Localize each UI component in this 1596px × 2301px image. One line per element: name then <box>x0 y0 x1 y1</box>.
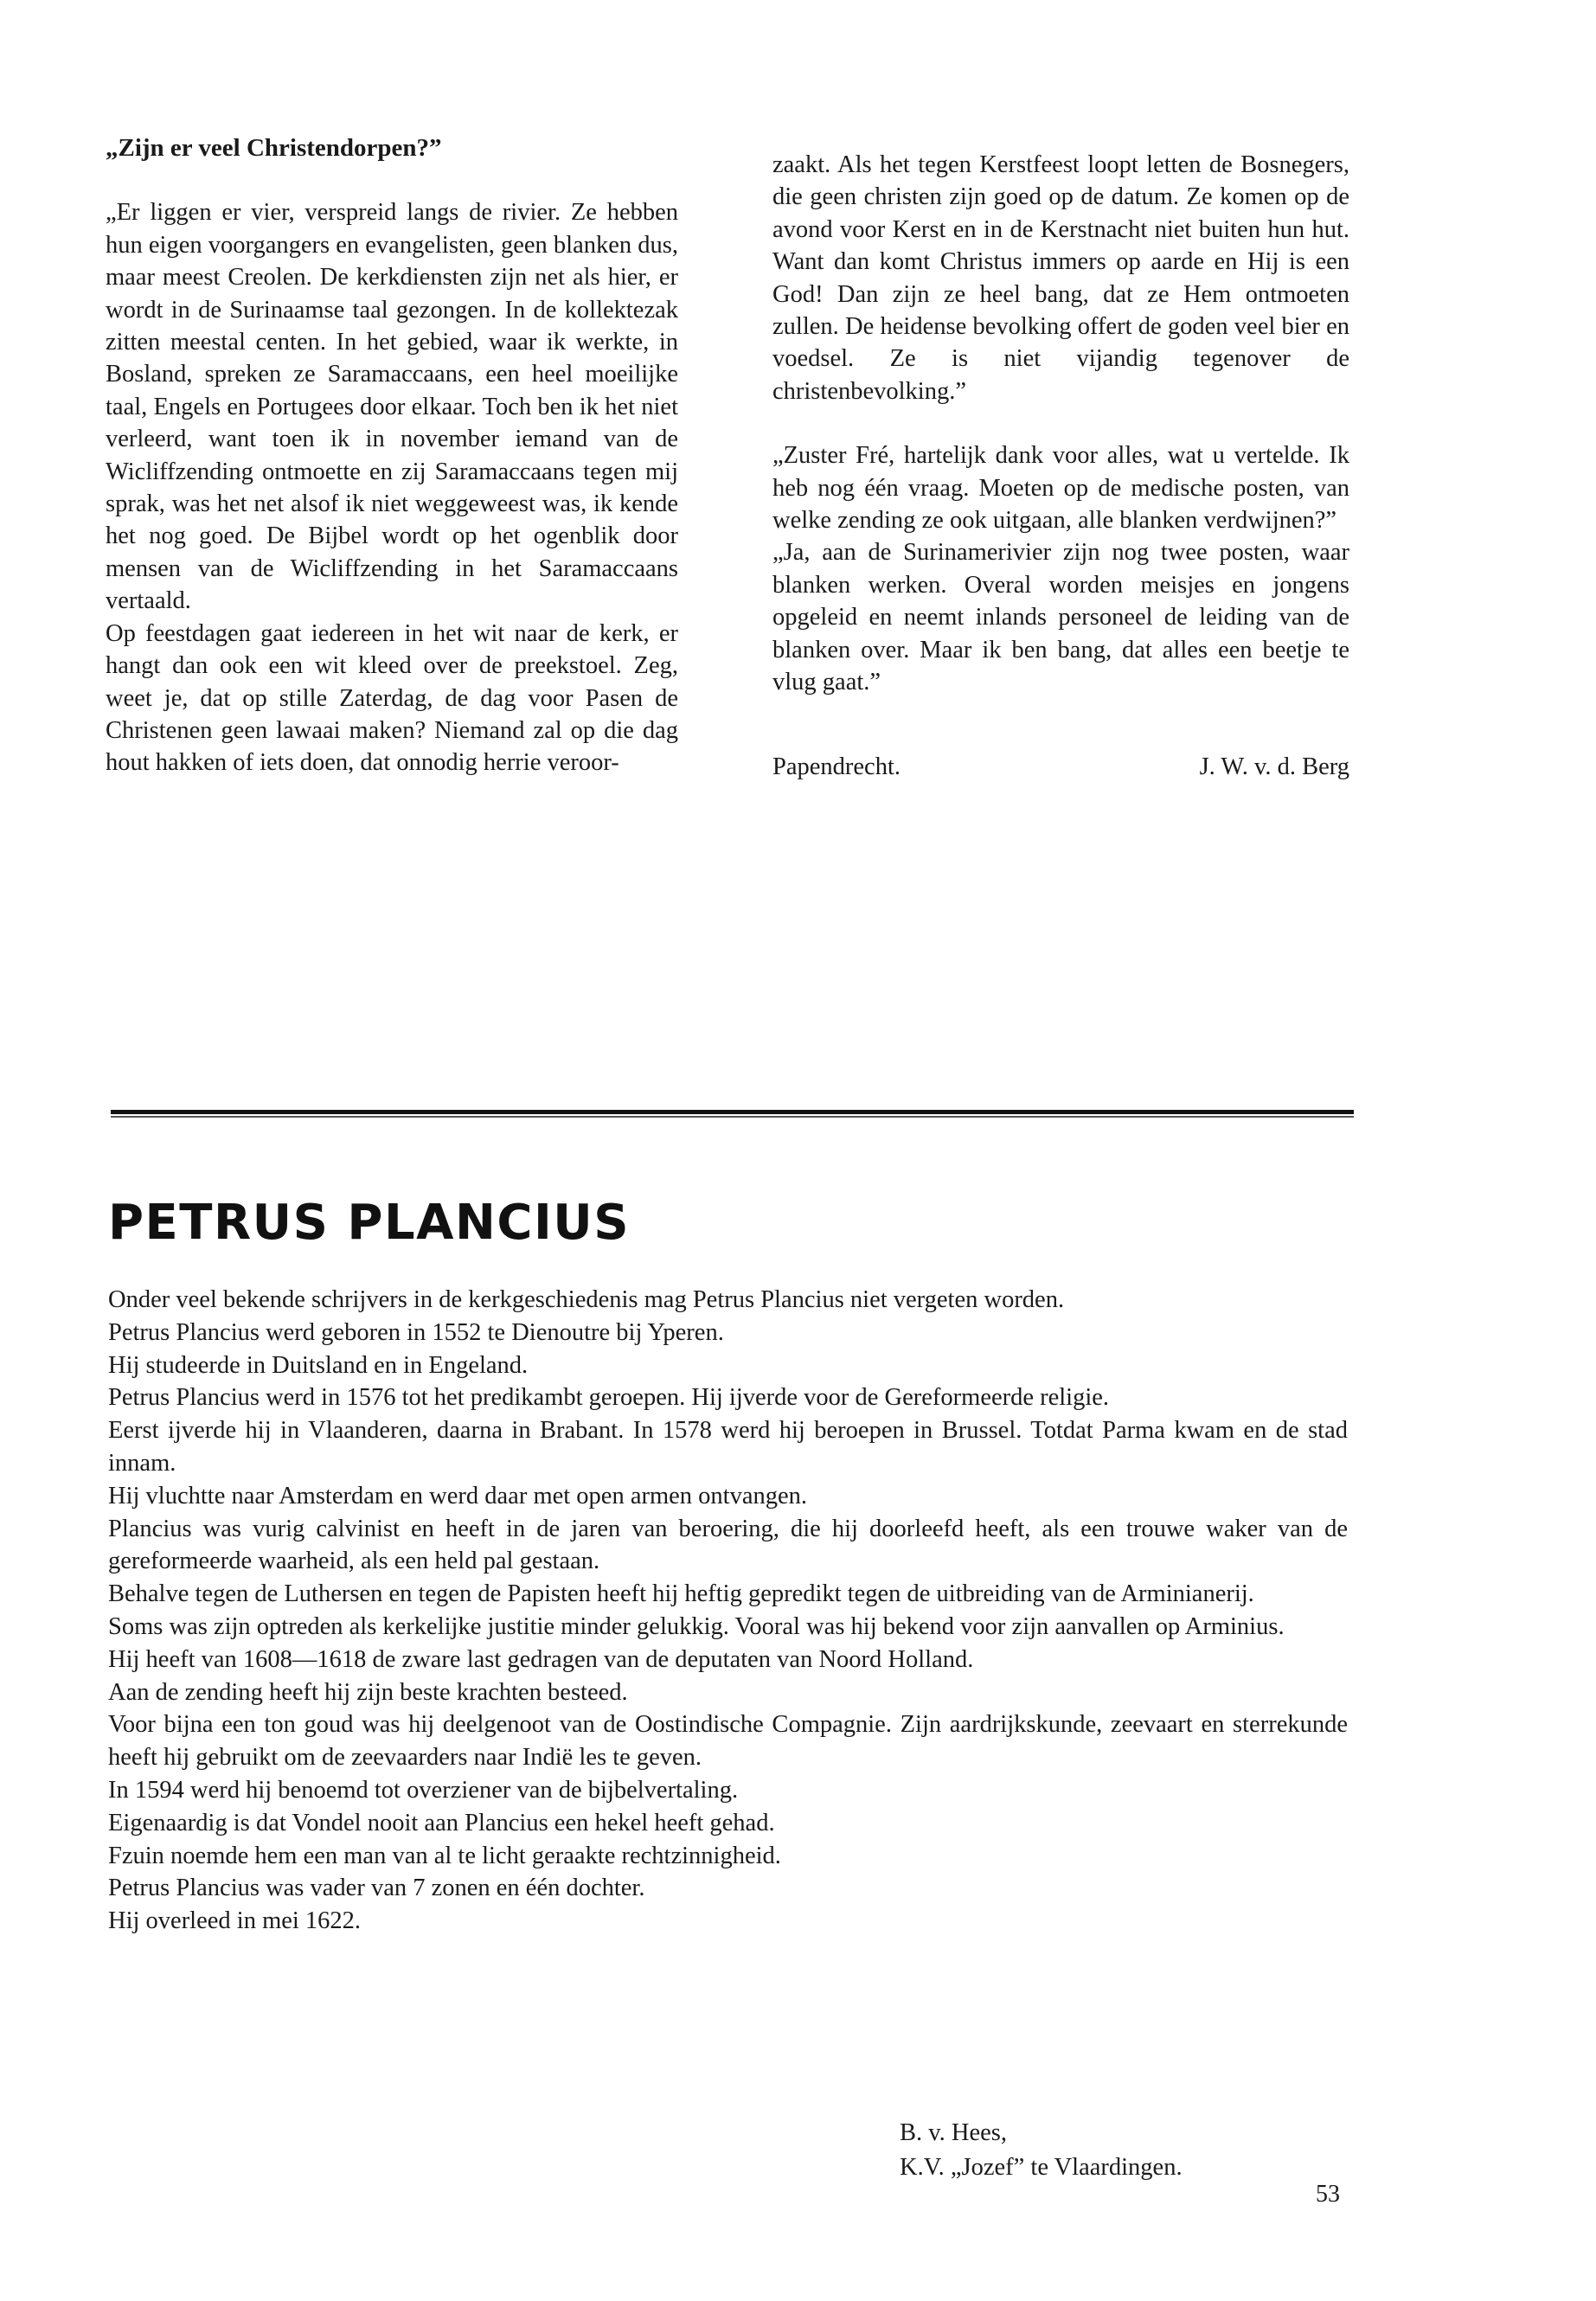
section-divider-thin <box>111 1116 1354 1118</box>
left-paragraph-1: „Er liggen er vier, verspreid langs de rivier. Ze hebben hun eigen voorgangers en evangelisten, geen blanken dus, maar meest Creolen. De kerkdiensten zijn net als hier, er wordt in de Surinaamse taal gezongen. In de kollektezak zitten meestal centen. In het gebied, waar ik werkte, in Bosland, spreken ze Saramaccaans, een heel moeilijke taal, Engels en Portugees door elkaar. Toch ben ik het niet verleerd, want toen ik in november iemand van de Wicliffzending ontmoette en zij Saramaccaans tegen mij sprak, was het net alsof ik niet weggeweest was, ik kende het nog goed. De Bijbel wordt op het ogenblik door mensen van de Wicliffzending in het Saramaccaans vertaald. <box>106 199 678 615</box>
paragraph: Soms was zijn optreden als kerkelijke justitie minder gelukkig. Vooral was hij bekend voor zijn aanvallen op Arminius. <box>108 1612 1285 1640</box>
paragraph: Aan de zending heeft hij zijn beste krachten besteed. <box>108 1678 628 1706</box>
signature-author: J. W. v. d. Berg <box>1199 753 1349 780</box>
paragraph: Petrus Plancius was vader van 7 zonen en één dochter. <box>108 1875 645 1902</box>
paragraph: Petrus Plancius werd geboren in 1552 te Dienoutre bij Yperen. <box>108 1318 724 1346</box>
paragraph: Hij studeerde in Duitsland en in Engeland. <box>108 1351 529 1379</box>
paragraph: Onder veel bekende schrijvers in de kerkgeschiedenis mag Petrus Plancius niet vergeten worden. <box>108 1286 1065 1313</box>
article1-right-column <box>772 149 1349 783</box>
signature-organization: K.V. „Jozef” te Vlaardingen. <box>900 2154 1183 2181</box>
paragraph: Petrus Plancius werd in 1576 tot het predikambt geroepen. Hij ijverde voor de Gereformeerde religie. <box>108 1384 1110 1412</box>
right-paragraph-2: „Zuster Fré, hartelijk dank voor alles, wat u vertelde. Ik heb nog één vraag. Moeten op de medische posten, van welke zending ze ook uitgaan, alle blanken verdwijnen?” <box>772 442 1349 535</box>
article-title: PETRUS PLANCIUS <box>108 1195 631 1251</box>
right-paragraph-1: zaakt. Als het tegen Kerstfeest loopt letten de Bosnegers, die geen christen zijn goed op de datum. Ze komen op de avond voor Kerst en in de Kerstnacht niet buiten hun hut. Want dan komt Christus immers op aarde en Hij is een God! Dan zijn ze heel bang, dat ze Hem ontmoeten zullen. De heidense bevolking offert de goden veel bier en voedsel. Ze is niet vijandig tegenover de christenbevolking.” <box>772 151 1349 405</box>
signature-place: Papendrecht. <box>772 753 901 780</box>
left-paragraph-2: Op feestdagen gaat iedereen in het wit naar de kerk, er hangt dan ook een wit kleed over de preekstoel. Zeg, weet je, dat op stille Zaterdag, de dag voor Pasen de Christenen geen lawaai maken? Niemand zal op die dag hout hakken of iets doen, dat onnodig herrie veroor- <box>106 619 678 777</box>
signature-name: B. v. Hees, <box>900 2119 1008 2146</box>
paragraph: Hij vluchtte naar Amsterdam en werd daar met open armen ontvangen. <box>108 1482 808 1509</box>
page-number: 53 <box>1316 2181 1340 2208</box>
right-paragraph-3: „Ja, aan de Surinamerivier zijn nog twee posten, waar blanken werken. Overal worden meisjes en jongens opgeleid en neemt inlands personeel de leiding van de blanken over. Maar ik ben bang, dat alles een beetje te vlug gaat.” <box>772 539 1349 696</box>
paragraph: Eigenaardig is dat Vondel nooit aan Plancius een hekel heeft gehad. <box>108 1809 775 1836</box>
article1-signature <box>772 751 1349 783</box>
paragraph: Hij overleed in mei 1622. <box>108 1907 362 1935</box>
article2-body <box>108 1284 1348 1938</box>
paragraph: Behalve tegen de Luthersen en tegen de Papisten heeft hij heftig gepredikt tegen de uitbreiding van de Arminianerij. <box>108 1580 1254 1608</box>
paragraph: Eerst ijverde hij in Vlaanderen, daarna in Brabant. In 1578 werd hij beroepen in Brussel. Totdat Parma kwam en de stad innam. <box>108 1417 1348 1477</box>
paragraph: Voor bijna een ton goud was hij deelgenoot van de Oostindische Compagnie. Zijn aardrijkskunde, zeevaart en sterrekunde heeft hij gebruikt om de zeevaarders naar Indië les te geven. <box>108 1711 1348 1772</box>
article1-left-column <box>106 132 678 779</box>
paragraph: Hij heeft van 1608—1618 de zware last gedragen van de deputaten van Noord Holland. <box>108 1645 974 1673</box>
paragraph: In 1594 werd hij benoemd tot overziener van de bijbelvertaling. <box>108 1776 739 1804</box>
article2-signature <box>900 2116 1183 2185</box>
paragraph: Plancius was vurig calvinist en heeft in de jaren van beroering, die hij doorleefd heeft, als een trouwe waker van de gereformeerde waarheid, als een held pal gestaan. <box>108 1515 1348 1575</box>
paragraph: Fzuin noemde hem een man van al te licht geraakte rechtzinnigheid. <box>108 1842 781 1869</box>
section-divider <box>111 1110 1354 1114</box>
question-heading: „Zijn er veel Christendorpen?” <box>106 134 442 162</box>
